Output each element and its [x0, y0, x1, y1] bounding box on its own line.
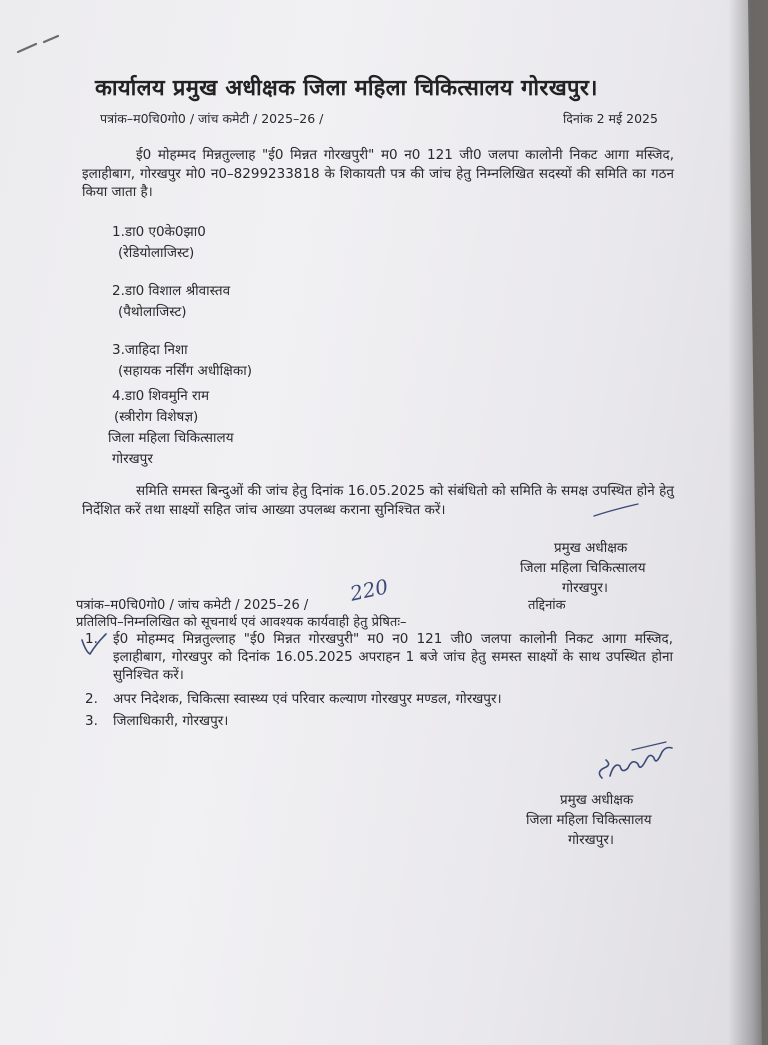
pen-stroke [592, 500, 642, 520]
instruction-paragraph: समिति समस्त बिन्दुओं की जांच हेतु दिनांक 16.05.2025 को संबंधितो को समिति के समक्ष उपस्थित होने हेतु निर्देशित करें तथा साक्ष्यों सहित जांच आख्या उपलब्ध कराना सुनिश्चित करें। [82, 483, 674, 518]
signatory-city: गोरखपुर। [562, 580, 608, 596]
signatory-title: प्रमुख अधीक्षक [560, 792, 634, 808]
copy-item-2 [85, 690, 685, 708]
member-name: 4.डा0 शिवमुनि राम [112, 388, 210, 404]
copy-intro: प्रतिलिपि–निम्नलिखित को सूचनार्थ एवं आवश्यक कार्यवाही हेतु प्रेषितः– [76, 615, 407, 630]
signatory-office: जिला महिला चिकित्सालय [526, 812, 652, 828]
member-name: 2.डा0 विशाल श्रीवास्तव [112, 283, 231, 299]
copy-item-text: जिलाधिकारी, गोरखपुर। [113, 713, 229, 729]
pen-mark [14, 30, 74, 60]
office-title: कार्यालय प्रमुख अधीक्षक जिला महिला चिकित्सालय गोरखपुर। [95, 76, 598, 101]
copy-item-number: 3. [85, 713, 98, 729]
tick-mark-icon [78, 630, 108, 660]
signature-block-1 [520, 538, 646, 598]
member-4 [108, 386, 234, 470]
member-role: (सहायक नर्सिंग अधीक्षिका) [118, 363, 252, 379]
copy-reference: पत्रांक–म0चि0गो0 / जांच कमेटी / 2025–26 / [76, 598, 309, 613]
member-office: जिला महिला चिकित्सालय [108, 430, 234, 446]
member-role: (स्त्रीरोग विशेषज्ञ) [114, 409, 199, 425]
member-1 [112, 222, 206, 264]
member-name: 3.जाहिदा निशा [112, 342, 188, 358]
signatory-office: जिला महिला चिकित्सालय [520, 560, 646, 576]
paper-shadow [728, 0, 768, 1045]
member-role: (रेडियोलाजिस्ट) [118, 245, 195, 261]
member-city: गोरखपुर [112, 451, 153, 467]
copy-item-number: 2. [85, 691, 98, 707]
member-role: (पैथोलाजिस्ट) [118, 304, 187, 320]
copy-item-3 [85, 712, 685, 730]
copy-recipients-list [85, 630, 685, 734]
copy-item-number: 1. [85, 631, 98, 647]
copy-date: तद्दिनांक [528, 598, 566, 613]
member-name: 1.डा0 ए0के0झा0 [112, 224, 206, 240]
copy-item-text: ई0 मोहम्मद मिन्नतुल्लाह "ई0 मिन्नत गोरखपुरी" म0 न0 121 जी0 जलपा कालोनी निकट आगा मस्जिद, इलाहीबाग, गोरखपुर को दिनांक 16.05.2025 अपराहन 1 बजे जांच हेतु समस्त साक्ष्यों के साथ उपस्थित होना सुनिश्चित करें। [113, 631, 673, 683]
signature-block-2 [526, 790, 652, 850]
copy-item-1 [85, 630, 685, 684]
letter-date: दिनांक 2 मई 2025 [563, 111, 658, 126]
copy-item-text: अपर निदेशक, चिकित्सा स्वास्थ्य एवं परिवार कल्याण गोरखपुर मण्डल, गोरखपुर। [113, 691, 502, 707]
member-3 [112, 340, 252, 382]
signatory-city: गोरखपुर। [568, 832, 614, 848]
signatory-title: प्रमुख अधीक्षक [554, 540, 628, 556]
member-2 [112, 281, 230, 323]
reference-number: पत्रांक–म0चि0गो0 / जांच कमेटी / 2025–26 / [100, 111, 324, 126]
complaint-paragraph: ई0 मोहम्मद मिन्नतुल्लाह "ई0 मिन्नत गोरखपुरी" म0 न0 121 जी0 जलपा कालोनी निकट आगा मस्जिद, इलाहीबाग, गोरखपुर मो0 न0–8299233818 के शिकायती पत्र की जांच हेतु निम्नलिखित सदस्यों की समिति का गठन किया जाता है। [82, 147, 674, 200]
handwritten-number: 220 [347, 574, 391, 606]
handwritten-signature [592, 738, 682, 788]
